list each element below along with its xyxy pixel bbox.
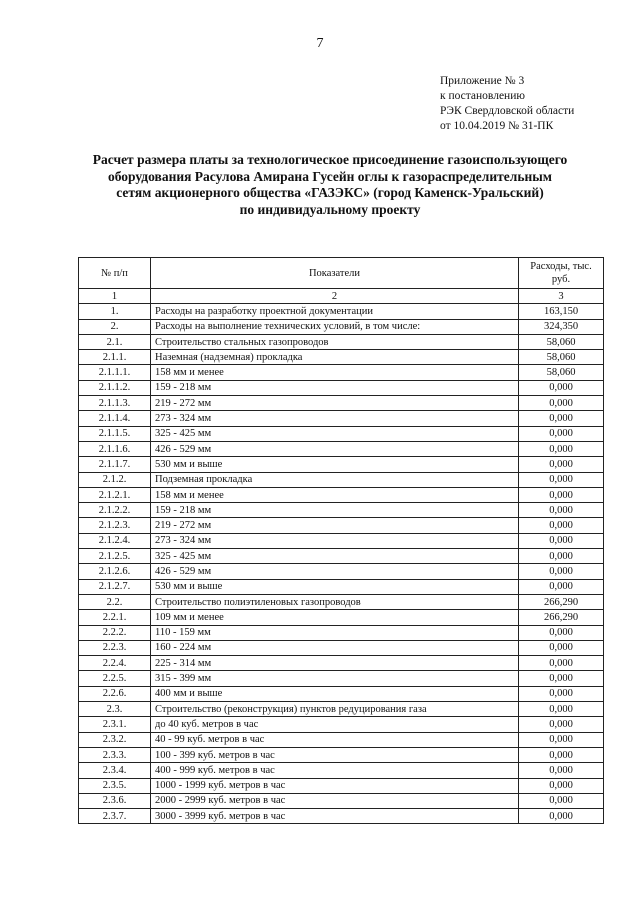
column-number-row [79,289,604,304]
table-row [79,793,604,808]
row-indicator: 315 - 399 мм [151,671,519,686]
row-indicator: 110 - 159 мм [151,625,519,640]
row-value: 0,000 [519,549,604,564]
table-row [79,610,604,625]
table-row [79,625,604,640]
row-indicator: 400 мм и выше [151,686,519,701]
row-indicator: 158 мм и менее [151,487,519,502]
column-number: 3 [519,289,604,304]
row-value: 0,000 [519,747,604,762]
row-number: 2.1.2.7. [79,579,151,594]
row-number: 2.1.1.5. [79,426,151,441]
table-row [79,503,604,518]
table-row [79,380,604,395]
row-indicator: 219 - 272 мм [151,396,519,411]
table-row [79,457,604,472]
row-indicator: Наземная (надземная) прокладка [151,350,519,365]
appendix-block [440,74,574,134]
row-indicator: 530 мм и выше [151,457,519,472]
row-indicator: Строительство (реконструкция) пунктов редуцирования газа [151,702,519,717]
table-body [79,304,604,824]
row-value: 0,000 [519,441,604,456]
row-indicator: 109 мм и менее [151,610,519,625]
row-value: 0,000 [519,518,604,533]
page-number: 7 [316,36,324,51]
table-row [79,518,604,533]
row-indicator: 530 мм и выше [151,579,519,594]
row-number: 2.2.4. [79,656,151,671]
row-indicator: 325 - 425 мм [151,549,519,564]
row-indicator: Расходы на выполнение технических условий, в том числе: [151,319,519,334]
appendix-line: Приложение № 3 [440,75,525,87]
row-indicator: 158 мм и менее [151,365,519,380]
row-number: 2.2.6. [79,686,151,701]
table-row [79,640,604,655]
row-number: 1. [79,304,151,319]
header-indicator: Показатели [151,258,519,289]
row-number: 2.3.1. [79,717,151,732]
row-number: 2.3.2. [79,732,151,747]
row-value: 0,000 [519,457,604,472]
row-value: 163,150 [519,304,604,319]
row-indicator: 325 - 425 мм [151,426,519,441]
header-cost: Расходы, тыс. руб. [519,258,604,289]
row-indicator: Строительство полиэтиленовых газопроводов [151,594,519,609]
row-value: 0,000 [519,380,604,395]
row-indicator: 3000 - 3999 куб. метров в час [151,809,519,824]
table-header-row [79,258,604,289]
row-value: 0,000 [519,579,604,594]
row-number: 2.2.5. [79,671,151,686]
row-number: 2.1. [79,334,151,349]
row-indicator: до 40 куб. метров в час [151,717,519,732]
row-indicator: 160 - 224 мм [151,640,519,655]
row-indicator: 159 - 218 мм [151,380,519,395]
row-number: 2.1.1.6. [79,441,151,456]
table-row [79,441,604,456]
document-title [60,152,600,218]
row-value: 58,060 [519,365,604,380]
row-number: 2.2.1. [79,610,151,625]
table-row [79,334,604,349]
table-row [79,350,604,365]
column-number: 2 [151,289,519,304]
column-number: 1 [79,289,151,304]
row-number: 2.3.4. [79,763,151,778]
title-line: оборудования Расулова Амирана Гусейн оглы к газораспределительным [107,168,552,184]
appendix-line: от 10.04.2019 № 31-ПК [440,120,554,132]
row-value: 58,060 [519,350,604,365]
table-row [79,319,604,334]
appendix-line: к постановлению [440,90,525,102]
row-value: 0,000 [519,702,604,717]
row-indicator: 273 - 324 мм [151,411,519,426]
row-number: 2.2. [79,594,151,609]
row-number: 2.3.5. [79,778,151,793]
row-indicator: 426 - 529 мм [151,441,519,456]
row-value: 0,000 [519,763,604,778]
row-indicator: 400 - 999 куб. метров в час [151,763,519,778]
row-number: 2.1.1.1. [79,365,151,380]
row-indicator: 1000 - 1999 куб. метров в час [151,778,519,793]
row-value: 0,000 [519,472,604,487]
row-value: 0,000 [519,778,604,793]
row-number: 2.3.7. [79,809,151,824]
row-indicator: 2000 - 2999 куб. метров в час [151,793,519,808]
row-indicator: Подземная прокладка [151,472,519,487]
row-number: 2.3.6. [79,793,151,808]
row-value: 0,000 [519,533,604,548]
row-value: 0,000 [519,671,604,686]
row-indicator: 159 - 218 мм [151,503,519,518]
row-number: 2.1.2. [79,472,151,487]
appendix-line: РЭК Свердловской области [440,105,575,117]
row-number: 2.1.2.4. [79,533,151,548]
row-value: 0,000 [519,426,604,441]
row-number: 2.1.2.3. [79,518,151,533]
table-row [79,747,604,762]
table-row [79,365,604,380]
row-value: 0,000 [519,793,604,808]
table-row [79,579,604,594]
table-row [79,487,604,502]
title-line: сетям акционерного общества «ГАЗЭКС» (город Каменск-Уральский) [116,185,544,200]
table-row [79,564,604,579]
row-number: 2.1.1.2. [79,380,151,395]
title-line: Расчет размера платы за технологическое присоединение газоиспользующего [92,152,568,167]
row-indicator: 40 - 99 куб. метров в час [151,732,519,747]
row-indicator: 100 - 399 куб. метров в час [151,747,519,762]
table-row [79,717,604,732]
table-row [79,594,604,609]
row-value: 0,000 [519,625,604,640]
table-row [79,778,604,793]
table-row [79,304,604,319]
row-value: 0,000 [519,686,604,701]
row-number: 2.3. [79,702,151,717]
row-number: 2.2.3. [79,640,151,655]
cost-table [78,257,604,824]
table-row [79,671,604,686]
row-number: 2.1.2.6. [79,564,151,579]
row-value: 0,000 [519,411,604,426]
table-row [79,686,604,701]
row-value: 266,290 [519,594,604,609]
table-row [79,763,604,778]
table-row [79,702,604,717]
row-value: 324,350 [519,319,604,334]
table-row [79,549,604,564]
table-row [79,656,604,671]
table-row [79,809,604,824]
table-row [79,533,604,548]
table-row [79,411,604,426]
row-indicator: 273 - 324 мм [151,533,519,548]
row-indicator: 219 - 272 мм [151,518,519,533]
row-number: 2.2.2. [79,625,151,640]
row-indicator: 426 - 529 мм [151,564,519,579]
row-value: 58,060 [519,334,604,349]
row-number: 2.1.2.2. [79,503,151,518]
table-row [79,396,604,411]
row-indicator: 225 - 314 мм [151,656,519,671]
row-indicator: Строительство стальных газопроводов [151,334,519,349]
row-number: 2. [79,319,151,334]
row-number: 2.1.2.1. [79,487,151,502]
row-number: 2.1.1. [79,350,151,365]
row-number: 2.3.3. [79,747,151,762]
row-value: 0,000 [519,717,604,732]
row-indicator: Расходы на разработку проектной документации [151,304,519,319]
row-number: 2.1.1.7. [79,457,151,472]
title-line: по индивидуальному проекту [239,201,421,217]
row-value: 266,290 [519,610,604,625]
table-row [79,426,604,441]
row-value: 0,000 [519,503,604,518]
row-value: 0,000 [519,732,604,747]
row-value: 0,000 [519,656,604,671]
row-value: 0,000 [519,809,604,824]
table-row [79,732,604,747]
table-row [79,472,604,487]
row-number: 2.1.1.3. [79,396,151,411]
header-num: № п/п [79,258,151,289]
row-value: 0,000 [519,487,604,502]
row-value: 0,000 [519,564,604,579]
row-value: 0,000 [519,396,604,411]
row-number: 2.1.2.5. [79,549,151,564]
row-number: 2.1.1.4. [79,411,151,426]
row-value: 0,000 [519,640,604,655]
